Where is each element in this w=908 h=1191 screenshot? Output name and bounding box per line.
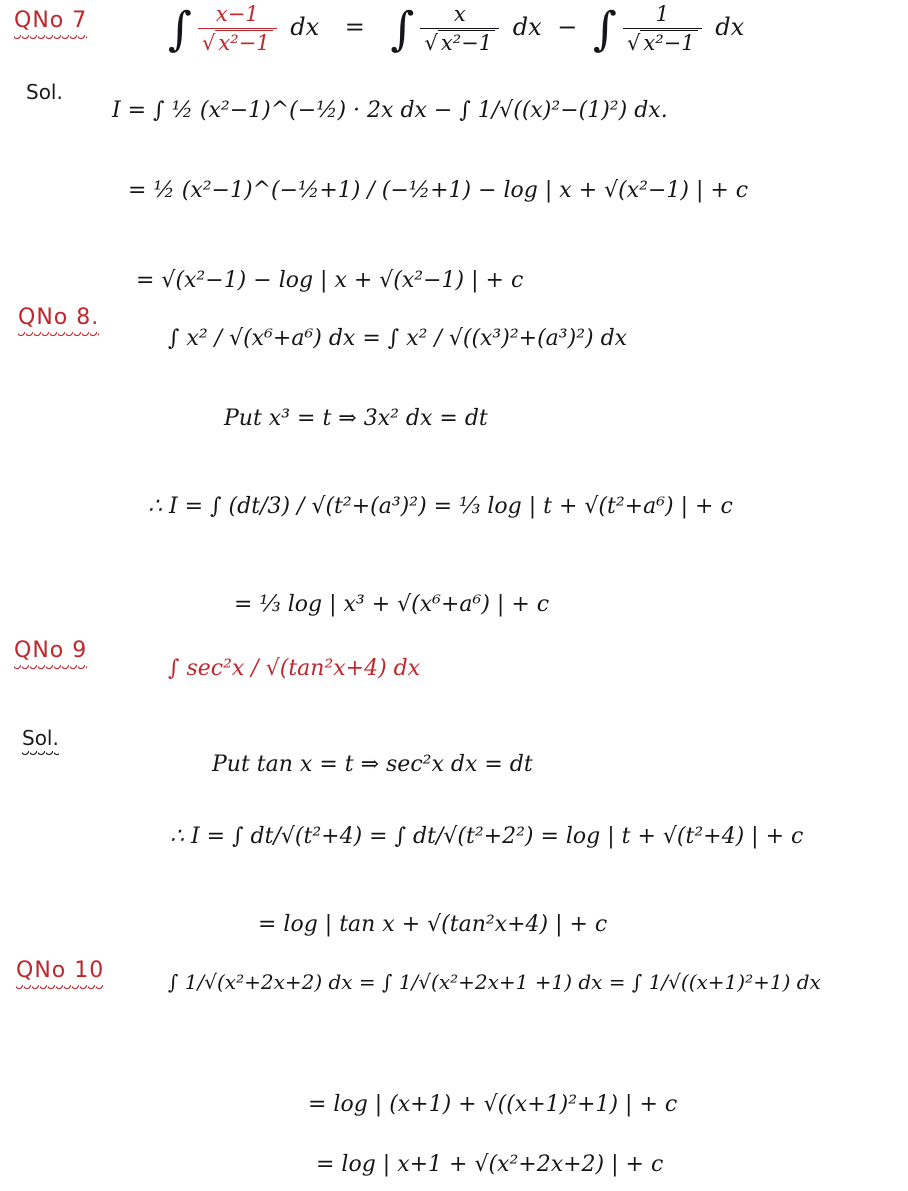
q9-line-1: ∫ sec²x / √(tan²x+4) dx [168, 656, 421, 681]
q8-line-2: Put x³ = t ⇒ 3x² dx = dt [224, 406, 488, 431]
question-7-label: QNo 7 [14, 8, 87, 41]
q9-line-3: ∴ I = ∫ dt/√(t²+4) = ∫ dt/√(t²+2²) = log | t + √(t²+4) | + c [170, 824, 804, 849]
question-8-label: QNo 8. [18, 305, 99, 338]
q8-line-3: ∴ I = ∫ (dt/3) / √(t²+(a³)²) = ⅓ log | t + √(t²+a⁶) | + c [148, 494, 733, 519]
q7-solution-label: Sol. [26, 80, 63, 104]
q10-line-2: = log | (x+1) + √((x+1)²+1) | + c [308, 1092, 678, 1117]
q7-line-2: I = ∫ ½ (x²−1)^(−½) · 2x dx − ∫ 1/√((x)²−(1)²) dx. [112, 98, 668, 123]
q7-line-4: = √(x²−1) − log | x + √(x²−1) | + c [136, 268, 524, 293]
q8-line-4: = ⅓ log | x³ + √(x⁶+a⁶) | + c [234, 592, 550, 617]
q9-solution-label: Sol. [22, 726, 59, 756]
q9-line-4: = log | tan x + √(tan²x+4) | + c [258, 912, 608, 937]
q7-line-3: = ½ (x²−1)^(−½+1) / (−½+1) − log | x + √(x²−1) | + c [128, 178, 749, 203]
question-10-label: QNo 10 [16, 958, 104, 991]
q7-line-1: ∫ x−1 √ x²−1 dx = ∫ x √ x²−1 dx − ∫ 1 √ x²−1 dx [168, 2, 744, 55]
q10-line-3: = log | x+1 + √(x²+2x+2) | + c [316, 1152, 664, 1177]
question-9-label: QNo 9 [14, 638, 87, 671]
q10-line-1: ∫ 1/√(x²+2x+2) dx = ∫ 1/√(x²+2x+1 +1) dx = ∫ 1/√((x+1)²+1) dx [168, 970, 821, 994]
q8-line-1: ∫ x² / √(x⁶+a⁶) dx = ∫ x² / √((x³)²+(a³)²) dx [168, 326, 628, 351]
q9-line-2: Put tan x = t ⇒ sec²x dx = dt [212, 752, 533, 777]
